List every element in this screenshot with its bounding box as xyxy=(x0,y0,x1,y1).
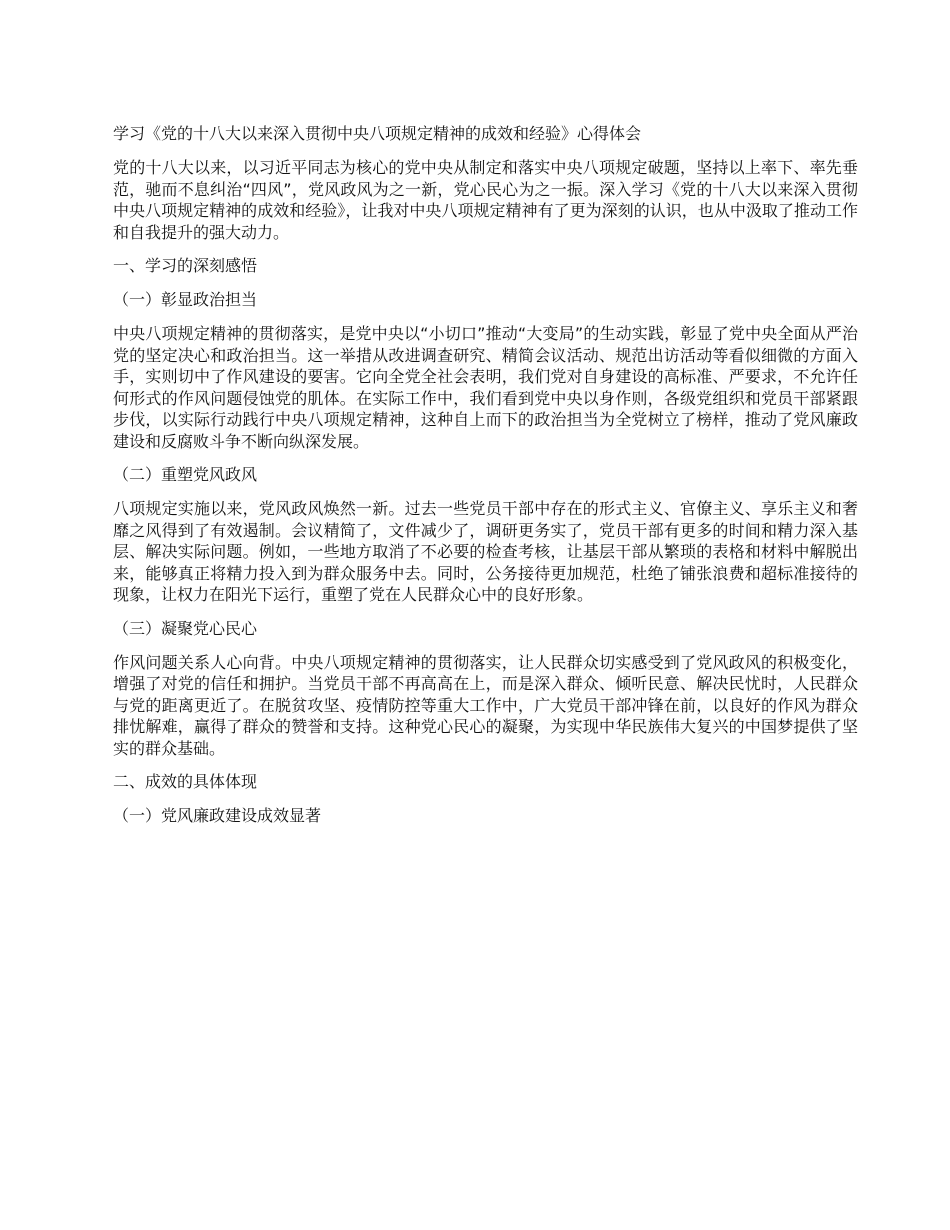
section-heading-2: 二、成效的具体体现 xyxy=(113,772,258,791)
subsection-heading-2-1: （一）党风廉政建设成效显著 xyxy=(113,806,322,825)
subsection-heading-1-1: （一）彰显政治担当 xyxy=(113,290,258,309)
subsection-heading-1-3: （三）凝聚党心民心 xyxy=(113,618,258,638)
intro-paragraph: 党的十八大以来，以习近平同志为核心的党中央从制定和落实中央八项规定破题，坚持以上率下、率先垂范，驰而不息纠治“四风”，党风政风为之一新，党心民心为之一振。深入学习《党的十八大以来深入贯彻中央八项规定精神的成效和经验》，让我对中央八项规定精神有了更为深刻的认识，也从中汲取了推动工作和自我提升的强大动力。 xyxy=(113,158,858,242)
subsection-paragraph-1-2: 八项规定实施以来，党风政风焕然一新。过去一些党员干部中存在的形式主义、官僚主义、享乐主义和奢靡之风得到了有效遏制。会议精简了，文件减少了，调研更务实了，党员干部有更多的时间和精力深入基层、解决实际问题。例如，一些地方取消了不必要的检查考核，让基层干部从繁琐的表格和材料中解脱出来，能够真正将精力投入到为群众服务中去。同时，公务接待更加规范，杜绝了铺张浪费和超标准接待的现象，让权力在阳光下运行，重塑了党在人民群众心中的良好形象。 xyxy=(113,499,858,604)
subsection-paragraph-1-1: 中央八项规定精神的贯彻落实，是党中央以“小切口”推动“大变局”的生动实践，彰显了党中央全面从严治党的坚定决心和政治担当。这一举措从改进调查研究、精简会议活动、规范出访活动等看似细微的方面入手，实则切中了作风建设的要害。它向全党全社会表明，我们党对自身建设的高标准、严要求，不允许任何形式的作风问题侵蚀党的肌体。在实际工作中，我们看到党中央以身作则，各级党组织和党员干部紧跟步伐，以实际行动践行中央八项规定精神，这种自上而下的政治担当为全党树立了榜样，推动了党风廉政建设和反腐败斗争不断向纵深发展。 xyxy=(113,324,858,451)
subsection-heading-1-2: （二）重塑党风政风 xyxy=(113,465,258,484)
document-title: 学习《党的十八大以来深入贯彻中央八项规定精神的成效和经验》心得体会 xyxy=(113,124,642,143)
section-heading-1: 一、学习的深刻感悟 xyxy=(113,256,258,275)
subsection-paragraph-1-3: 作风问题关系人心向背。中央八项规定精神的贯彻落实，让人民群众切实感受到了党风政风的积极变化，增强了对党的信任和拥护。当党员干部不再高高在上，而是深入群众、倾听民意、解决民忧时，人民群众与党的距离更近了。在脱贫攻坚、疫情防控等重大工作中，广大党员干部冲锋在前，以良好的作风为群众排忧解难，赢得了群众的赞誉和支持。这种党心民心的凝聚，为实现中华民族伟大复兴的中国梦提供了坚实的群众基础。 xyxy=(113,652,858,758)
document-page xyxy=(113,123,858,839)
